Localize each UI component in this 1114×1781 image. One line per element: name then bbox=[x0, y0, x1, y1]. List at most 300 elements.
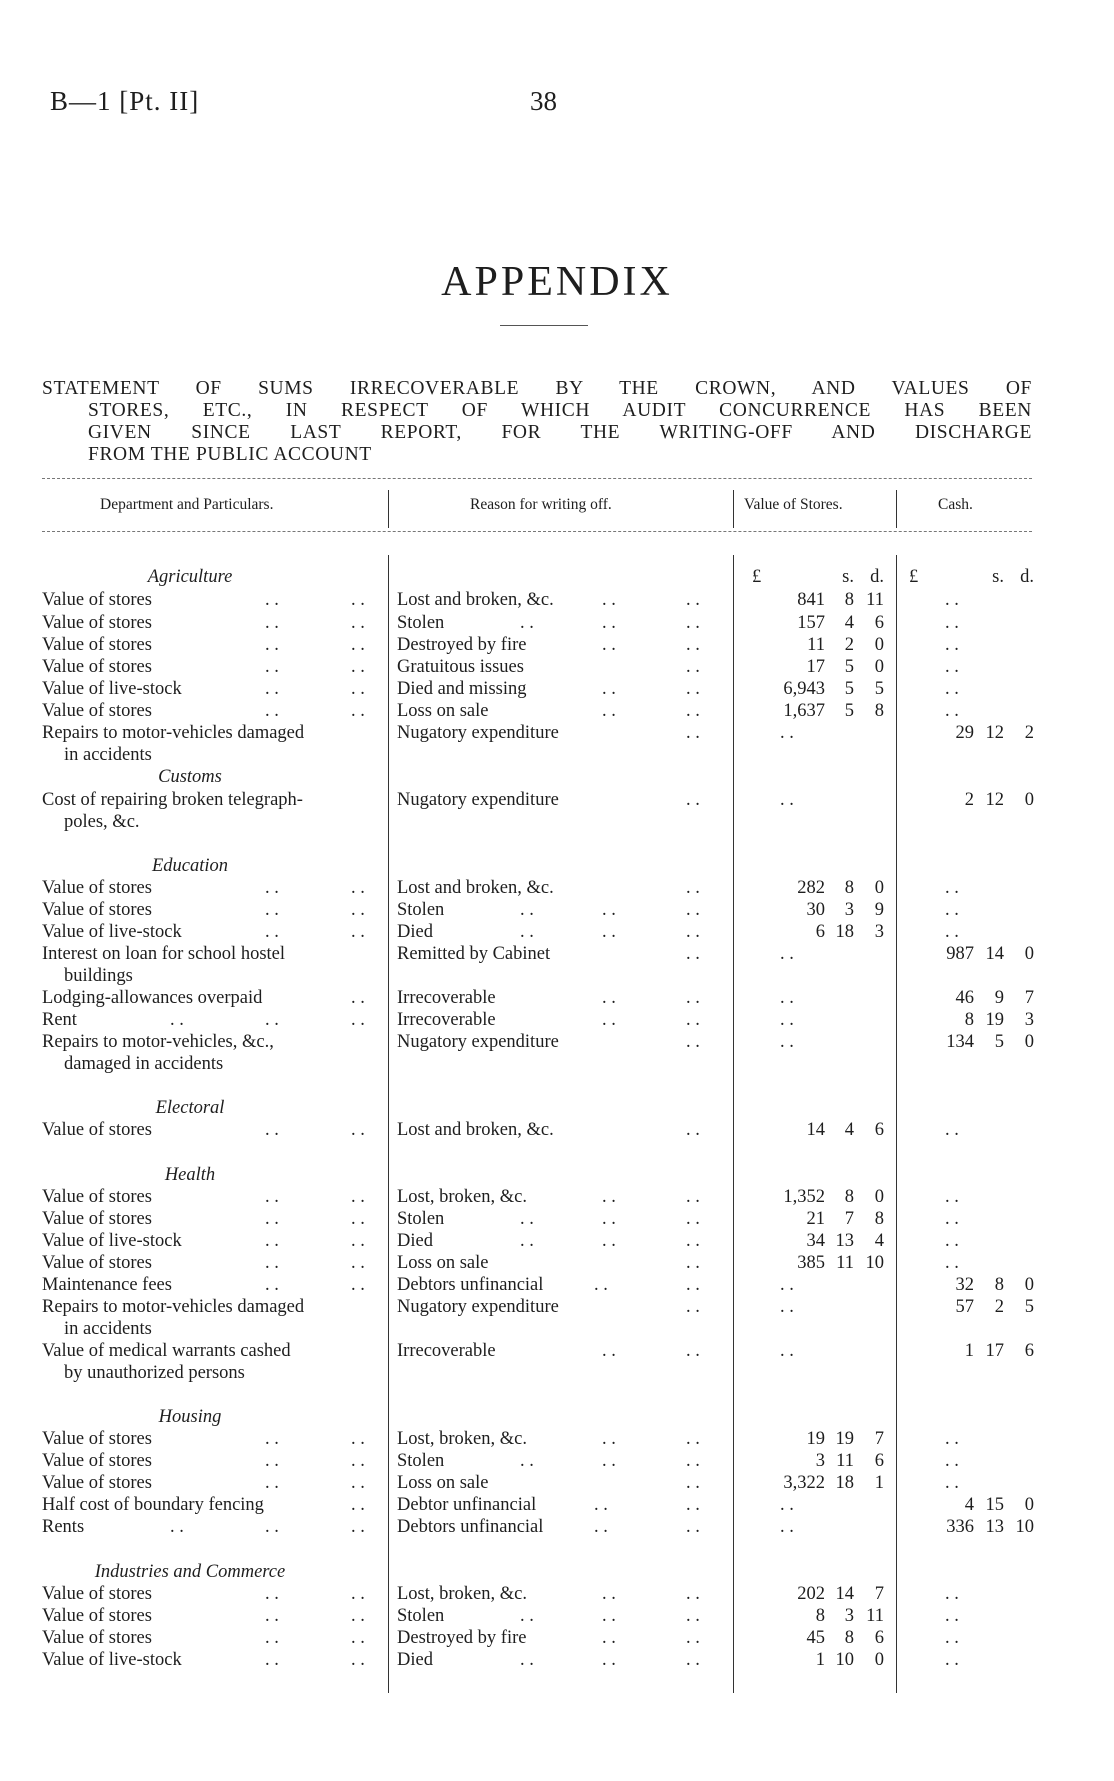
particulars-text: Rent bbox=[42, 1010, 77, 1030]
cash-pounds: 987 bbox=[946, 944, 974, 964]
table-row bbox=[0, 877, 1114, 899]
reason-text: Lost, broken, &c. bbox=[397, 1429, 527, 1449]
leader-dots: . . bbox=[351, 679, 365, 699]
cash-pence: 0 bbox=[1024, 944, 1034, 964]
value-pounds: 11 bbox=[807, 635, 825, 655]
leader-dots: . . bbox=[686, 613, 700, 633]
leader-dots: . . bbox=[602, 1187, 616, 1207]
table-row bbox=[0, 987, 1114, 1009]
department-heading bbox=[0, 1164, 1114, 1186]
leader-dots: . . bbox=[265, 900, 279, 920]
cash-shillings: 12 bbox=[985, 790, 1004, 810]
department-heading bbox=[0, 1561, 1114, 1583]
particulars-text: Rents bbox=[42, 1517, 85, 1537]
table-header-rule bbox=[42, 531, 1032, 532]
cash-empty-dots: . . bbox=[945, 922, 959, 942]
leader-dots: . . bbox=[351, 1120, 365, 1140]
value-pence: 11 bbox=[866, 590, 884, 610]
cash-pence: 6 bbox=[1024, 1341, 1034, 1361]
leader-dots: . . bbox=[351, 1650, 365, 1670]
reason-text: Died bbox=[397, 1231, 433, 1251]
leader-dots: . . bbox=[686, 1606, 700, 1626]
column-divider bbox=[733, 490, 734, 528]
leader-dots: . . bbox=[602, 922, 616, 942]
value-pence: 4 bbox=[874, 1231, 884, 1251]
leader-dots: . . bbox=[265, 1275, 279, 1295]
cash-pounds: 46 bbox=[955, 988, 974, 1008]
reason-text: Stolen bbox=[397, 900, 445, 920]
cash-pounds: 336 bbox=[946, 1517, 974, 1537]
statement-line: FROM THE PUBLIC ACCOUNT bbox=[88, 444, 372, 465]
cash-pounds: 8 bbox=[964, 1010, 974, 1030]
table-row bbox=[0, 1186, 1114, 1208]
table-row bbox=[0, 722, 1114, 744]
cash-shillings: 14 bbox=[985, 944, 1004, 964]
value-shillings: 5 bbox=[844, 657, 854, 677]
department-name: Customs bbox=[158, 767, 222, 787]
table-row bbox=[0, 1428, 1114, 1450]
leader-dots: . . bbox=[686, 1429, 700, 1449]
value-pence: 0 bbox=[874, 657, 884, 677]
leader-dots: . . bbox=[686, 1120, 700, 1140]
table-row bbox=[0, 634, 1114, 656]
cash-pence: 2 bbox=[1024, 723, 1034, 743]
table-row bbox=[0, 1605, 1114, 1627]
reason-text: Irrecoverable bbox=[397, 1341, 496, 1361]
cash-pounds: 2 bbox=[964, 790, 974, 810]
cash-empty-dots: . . bbox=[945, 613, 959, 633]
leader-dots: . . bbox=[265, 922, 279, 942]
department-heading bbox=[0, 855, 1114, 877]
value-shillings: 4 bbox=[844, 613, 854, 633]
particulars-text: Value of stores bbox=[42, 701, 152, 721]
value-pence: 1 bbox=[874, 1473, 884, 1493]
leader-dots: . . bbox=[686, 1209, 700, 1229]
cash-empty-dots: . . bbox=[945, 1473, 959, 1493]
particulars-text: Value of stores bbox=[42, 1606, 152, 1626]
leader-dots: . . bbox=[265, 657, 279, 677]
value-shillings: 19 bbox=[835, 1429, 854, 1449]
leader-dots: . . bbox=[520, 1451, 534, 1471]
value-shillings: 13 bbox=[835, 1231, 854, 1251]
cash-empty-dots: . . bbox=[945, 679, 959, 699]
department-name: Health bbox=[164, 1165, 216, 1185]
value-pounds: 30 bbox=[806, 900, 825, 920]
leader-dots: . . bbox=[602, 988, 616, 1008]
leader-dots: . . bbox=[602, 1650, 616, 1670]
table-row bbox=[0, 1516, 1114, 1538]
leader-dots: . . bbox=[686, 1628, 700, 1648]
cash-empty-dots: . . bbox=[945, 878, 959, 898]
value-shillings: 3 bbox=[844, 900, 854, 920]
value-pounds: 34 bbox=[806, 1231, 825, 1251]
value-pounds: 6 bbox=[815, 922, 825, 942]
leader-dots: . . bbox=[351, 1495, 365, 1515]
cash-empty-dots: . . bbox=[945, 635, 959, 655]
reason-text: Remitted by Cabinet bbox=[397, 944, 551, 964]
particulars-text: Value of stores bbox=[42, 1628, 152, 1648]
cash-pounds: 1 bbox=[964, 1341, 974, 1361]
leader-dots: . . bbox=[686, 1187, 700, 1207]
cash-shillings: 19 bbox=[985, 1010, 1004, 1030]
leader-dots: . . bbox=[686, 635, 700, 655]
reason-text: Stolen bbox=[397, 1606, 445, 1626]
value-pence: 0 bbox=[874, 1187, 884, 1207]
pound-symbol: £ bbox=[909, 567, 919, 587]
cash-shillings: 13 bbox=[985, 1517, 1004, 1537]
leader-dots: . . bbox=[351, 922, 365, 942]
cash-shillings: 17 bbox=[985, 1341, 1004, 1361]
leader-dots: . . bbox=[265, 1010, 279, 1030]
cash-empty-dots: . . bbox=[945, 1120, 959, 1140]
column-header-particulars: Department and Particulars. bbox=[100, 496, 274, 513]
leader-dots: . . bbox=[602, 1010, 616, 1030]
leader-dots: . . bbox=[602, 613, 616, 633]
particulars-text: in accidents bbox=[64, 1319, 152, 1339]
leader-dots: . . bbox=[520, 1650, 534, 1670]
particulars-text: Value of stores bbox=[42, 590, 152, 610]
particulars-text: Value of stores bbox=[42, 613, 152, 633]
leader-dots: . . bbox=[602, 1341, 616, 1361]
particulars-text: Value of stores bbox=[42, 1187, 152, 1207]
cash-pounds: 57 bbox=[955, 1297, 974, 1317]
leader-dots: . . bbox=[602, 900, 616, 920]
reason-text: Died bbox=[397, 922, 433, 942]
value-shillings: 10 bbox=[835, 1650, 854, 1670]
table-row bbox=[0, 1340, 1114, 1362]
table-row bbox=[0, 1494, 1114, 1516]
reason-text: Stolen bbox=[397, 1451, 445, 1471]
particulars-text: Value of live-stock bbox=[42, 922, 182, 942]
department-heading bbox=[0, 1406, 1114, 1428]
table-row bbox=[0, 678, 1114, 700]
value-shillings: 4 bbox=[844, 1120, 854, 1140]
value-pounds: 282 bbox=[797, 878, 825, 898]
leader-dots: . . bbox=[351, 1473, 365, 1493]
leader-dots: . . bbox=[686, 723, 700, 743]
reason-text: Stolen bbox=[397, 613, 445, 633]
leader-dots: . . bbox=[686, 878, 700, 898]
leader-dots: . . bbox=[265, 1120, 279, 1140]
reason-text: Destroyed by fire bbox=[397, 1628, 527, 1648]
cash-empty-dots: . . bbox=[945, 1429, 959, 1449]
value-shillings: 11 bbox=[836, 1253, 854, 1273]
value-empty-dots: . . bbox=[780, 944, 794, 964]
value-pence: 6 bbox=[874, 1628, 884, 1648]
cash-empty-dots: . . bbox=[945, 1231, 959, 1251]
leader-dots: . . bbox=[351, 1606, 365, 1626]
leader-dots: . . bbox=[265, 1253, 279, 1273]
value-shillings: 18 bbox=[835, 1473, 854, 1493]
table-row bbox=[0, 1009, 1114, 1031]
particulars-text: Value of stores bbox=[42, 657, 152, 677]
leader-dots: . . bbox=[265, 590, 279, 610]
leader-dots: . . bbox=[594, 1495, 608, 1515]
leader-dots: . . bbox=[602, 701, 616, 721]
particulars-text: Value of stores bbox=[42, 1209, 152, 1229]
cash-empty-dots: . . bbox=[945, 900, 959, 920]
reason-text: Debtors unfinancial bbox=[397, 1275, 544, 1295]
leader-dots: . . bbox=[265, 613, 279, 633]
leader-dots: . . bbox=[602, 635, 616, 655]
cash-empty-dots: . . bbox=[945, 1606, 959, 1626]
cash-pence: 0 bbox=[1024, 1032, 1034, 1052]
particulars-text: Value of stores bbox=[42, 1253, 152, 1273]
table-row-continuation bbox=[0, 1053, 1114, 1075]
leader-dots: . . bbox=[686, 701, 700, 721]
particulars-text: Value of stores bbox=[42, 1429, 152, 1449]
leader-dots: . . bbox=[351, 1451, 365, 1471]
reason-text: Loss on sale bbox=[397, 1253, 489, 1273]
leader-dots: . . bbox=[520, 613, 534, 633]
leader-dots: . . bbox=[686, 590, 700, 610]
leader-dots: . . bbox=[686, 1010, 700, 1030]
leader-dots: . . bbox=[265, 1231, 279, 1251]
value-pounds: 1,637 bbox=[783, 701, 825, 721]
table-row bbox=[0, 1031, 1114, 1053]
leader-dots: . . bbox=[686, 1341, 700, 1361]
particulars-text: buildings bbox=[64, 966, 133, 986]
cash-pence: 10 bbox=[1015, 1517, 1034, 1537]
cash-empty-dots: . . bbox=[945, 1209, 959, 1229]
cash-pence: 5 bbox=[1024, 1297, 1034, 1317]
reason-text: Stolen bbox=[397, 1209, 445, 1229]
reason-text: Irrecoverable bbox=[397, 1010, 496, 1030]
particulars-text: Interest on loan for school hostel bbox=[42, 944, 286, 964]
leader-dots: . . bbox=[351, 1231, 365, 1251]
value-shillings: 18 bbox=[835, 922, 854, 942]
department-heading bbox=[0, 1097, 1114, 1119]
value-empty-dots: . . bbox=[780, 1495, 794, 1515]
value-shillings: 8 bbox=[844, 1628, 854, 1648]
reason-text: Loss on sale bbox=[397, 701, 489, 721]
value-pence: 0 bbox=[874, 635, 884, 655]
leader-dots: . . bbox=[265, 1606, 279, 1626]
value-pounds: 6,943 bbox=[783, 679, 825, 699]
value-pence: 8 bbox=[874, 1209, 884, 1229]
pence-symbol: d. bbox=[1020, 567, 1034, 587]
department-name: Agriculture bbox=[147, 567, 233, 587]
value-pounds: 8 bbox=[815, 1606, 825, 1626]
leader-dots: . . bbox=[265, 878, 279, 898]
department-name: Industries and Commerce bbox=[94, 1562, 286, 1582]
leader-dots: . . bbox=[520, 900, 534, 920]
leader-dots: . . bbox=[686, 790, 700, 810]
particulars-text: in accidents bbox=[64, 745, 152, 765]
reason-text: Nugatory expenditure bbox=[397, 1297, 559, 1317]
cash-pence: 0 bbox=[1024, 1275, 1034, 1295]
value-pounds: 3 bbox=[815, 1451, 825, 1471]
value-empty-dots: . . bbox=[780, 790, 794, 810]
table-row bbox=[0, 899, 1114, 921]
cash-shillings: 2 bbox=[994, 1297, 1004, 1317]
leader-dots: . . bbox=[351, 1010, 365, 1030]
cash-pence: 0 bbox=[1024, 1495, 1034, 1515]
value-pence: 11 bbox=[866, 1606, 884, 1626]
leader-dots: . . bbox=[265, 1209, 279, 1229]
value-shillings: 14 bbox=[835, 1584, 854, 1604]
table-top-rule bbox=[42, 478, 1032, 479]
shilling-symbol: s. bbox=[992, 567, 1004, 587]
leader-dots: . . bbox=[686, 1517, 700, 1537]
leader-dots: . . bbox=[351, 1253, 365, 1273]
statement-line: STORES, ETC., IN RESPECT OF WHICH AUDIT CONCURRENCE HAS BEEN bbox=[88, 400, 1032, 421]
cash-empty-dots: . . bbox=[945, 1650, 959, 1670]
leader-dots: . . bbox=[265, 1429, 279, 1449]
leader-dots: . . bbox=[520, 1231, 534, 1251]
leader-dots: . . bbox=[594, 1517, 608, 1537]
particulars-text: Maintenance fees bbox=[42, 1275, 172, 1295]
cash-pence: 3 bbox=[1024, 1010, 1034, 1030]
table-row bbox=[0, 1208, 1114, 1230]
table-row bbox=[0, 1649, 1114, 1671]
leader-dots: . . bbox=[686, 1584, 700, 1604]
particulars-text: Value of stores bbox=[42, 900, 152, 920]
table-row-continuation bbox=[0, 811, 1114, 833]
leader-dots: . . bbox=[686, 1650, 700, 1670]
column-header-cash: Cash. bbox=[938, 496, 973, 513]
value-pence: 6 bbox=[874, 1120, 884, 1140]
title-divider bbox=[500, 325, 588, 326]
value-pounds: 202 bbox=[797, 1584, 825, 1604]
reason-text: Lost, broken, &c. bbox=[397, 1584, 527, 1604]
cash-shillings: 5 bbox=[994, 1032, 1004, 1052]
leader-dots: . . bbox=[602, 1584, 616, 1604]
particulars-text: Value of medical warrants cashed bbox=[42, 1341, 291, 1361]
reason-text: Debtors unfinancial bbox=[397, 1517, 544, 1537]
leader-dots: . . bbox=[265, 635, 279, 655]
leader-dots: . . bbox=[602, 590, 616, 610]
leader-dots: . . bbox=[686, 657, 700, 677]
value-shillings: 5 bbox=[844, 679, 854, 699]
leader-dots: . . bbox=[602, 679, 616, 699]
table-row bbox=[0, 1274, 1114, 1296]
table-row bbox=[0, 1450, 1114, 1472]
leader-dots: . . bbox=[351, 878, 365, 898]
table-row bbox=[0, 1230, 1114, 1252]
leader-dots: . . bbox=[170, 1517, 184, 1537]
reason-text: Lost and broken, &c. bbox=[397, 590, 554, 610]
leader-dots: . . bbox=[351, 1275, 365, 1295]
table-row bbox=[0, 1119, 1114, 1141]
leader-dots: . . bbox=[686, 1231, 700, 1251]
cash-empty-dots: . . bbox=[945, 1253, 959, 1273]
value-pounds: 17 bbox=[806, 657, 825, 677]
leader-dots: . . bbox=[602, 1429, 616, 1449]
value-pounds: 14 bbox=[806, 1120, 825, 1140]
value-pence: 6 bbox=[874, 613, 884, 633]
leader-dots: . . bbox=[686, 1297, 700, 1317]
table-row bbox=[0, 943, 1114, 965]
department-heading bbox=[0, 766, 1114, 788]
leader-dots: . . bbox=[351, 590, 365, 610]
value-empty-dots: . . bbox=[780, 1032, 794, 1052]
table-row bbox=[0, 789, 1114, 811]
leader-dots: . . bbox=[602, 1231, 616, 1251]
reason-text: Died bbox=[397, 1650, 433, 1670]
value-shillings: 8 bbox=[844, 1187, 854, 1207]
value-shillings: 8 bbox=[844, 878, 854, 898]
table-row bbox=[0, 1252, 1114, 1274]
department-name: Housing bbox=[158, 1407, 222, 1427]
particulars-text: by unauthorized persons bbox=[64, 1363, 245, 1383]
value-pounds: 3,322 bbox=[783, 1473, 825, 1493]
value-pence: 0 bbox=[874, 878, 884, 898]
leader-dots: . . bbox=[351, 613, 365, 633]
leader-dots: . . bbox=[520, 1606, 534, 1626]
cash-pounds: 32 bbox=[955, 1275, 974, 1295]
statement-heading bbox=[42, 378, 1032, 466]
leader-dots: . . bbox=[351, 1429, 365, 1449]
leader-dots: . . bbox=[265, 1628, 279, 1648]
leader-dots: . . bbox=[351, 1628, 365, 1648]
particulars-text: Value of live-stock bbox=[42, 679, 182, 699]
table-row-continuation bbox=[0, 965, 1114, 987]
department-name: Electoral bbox=[155, 1098, 225, 1118]
cash-pence: 7 bbox=[1024, 988, 1034, 1008]
table-row-continuation bbox=[0, 1362, 1114, 1384]
value-shillings: 2 bbox=[844, 635, 854, 655]
cash-shillings: 9 bbox=[994, 988, 1004, 1008]
particulars-text: Value of stores bbox=[42, 1584, 152, 1604]
value-shillings: 7 bbox=[844, 1209, 854, 1229]
leader-dots: . . bbox=[686, 1253, 700, 1273]
value-pence: 8 bbox=[874, 701, 884, 721]
particulars-text: Value of stores bbox=[42, 1451, 152, 1471]
reason-text: Loss on sale bbox=[397, 1473, 489, 1493]
value-shillings: 5 bbox=[844, 701, 854, 721]
value-pounds: 1 bbox=[815, 1650, 825, 1670]
page-number: 38 bbox=[530, 86, 557, 116]
reason-text: Died and missing bbox=[397, 679, 527, 699]
leader-dots: . . bbox=[686, 1473, 700, 1493]
leader-dots: . . bbox=[686, 988, 700, 1008]
leader-dots: . . bbox=[265, 1517, 279, 1537]
leader-dots: . . bbox=[602, 1628, 616, 1648]
value-shillings: 3 bbox=[844, 1606, 854, 1626]
leader-dots: . . bbox=[351, 657, 365, 677]
reason-text: Lost and broken, &c. bbox=[397, 1120, 554, 1140]
leader-dots: . . bbox=[686, 900, 700, 920]
column-header-value: Value of Stores. bbox=[744, 496, 843, 513]
leader-dots: . . bbox=[351, 1517, 365, 1537]
cash-empty-dots: . . bbox=[945, 701, 959, 721]
pound-symbol: £ bbox=[752, 567, 762, 587]
particulars-text: Value of live-stock bbox=[42, 1231, 182, 1251]
value-pence: 7 bbox=[874, 1429, 884, 1449]
particulars-text: Value of stores bbox=[42, 1473, 152, 1493]
column-header-reason: Reason for writing off. bbox=[470, 496, 612, 513]
leader-dots: . . bbox=[265, 1584, 279, 1604]
value-pounds: 45 bbox=[806, 1628, 825, 1648]
particulars-text: Value of stores bbox=[42, 1120, 152, 1140]
particulars-text: Cost of repairing broken telegraph- bbox=[42, 790, 303, 810]
leader-dots: . . bbox=[594, 1275, 608, 1295]
leader-dots: . . bbox=[351, 1209, 365, 1229]
table-row bbox=[0, 1583, 1114, 1605]
value-shillings: 11 bbox=[836, 1451, 854, 1471]
particulars-text: damaged in accidents bbox=[64, 1054, 224, 1074]
statement-line: STATEMENT OF SUMS IRRECOVERABLE BY THE CROWN, AND VALUES OF bbox=[42, 378, 1032, 399]
department-name: Education bbox=[151, 856, 229, 876]
leader-dots: . . bbox=[265, 1187, 279, 1207]
particulars-text: Repairs to motor-vehicles damaged bbox=[42, 1297, 305, 1317]
value-pence: 10 bbox=[865, 1253, 884, 1273]
leader-dots: . . bbox=[686, 1495, 700, 1515]
reason-text: Nugatory expenditure bbox=[397, 1032, 559, 1052]
leader-dots: . . bbox=[265, 701, 279, 721]
particulars-text: poles, &c. bbox=[64, 812, 140, 832]
